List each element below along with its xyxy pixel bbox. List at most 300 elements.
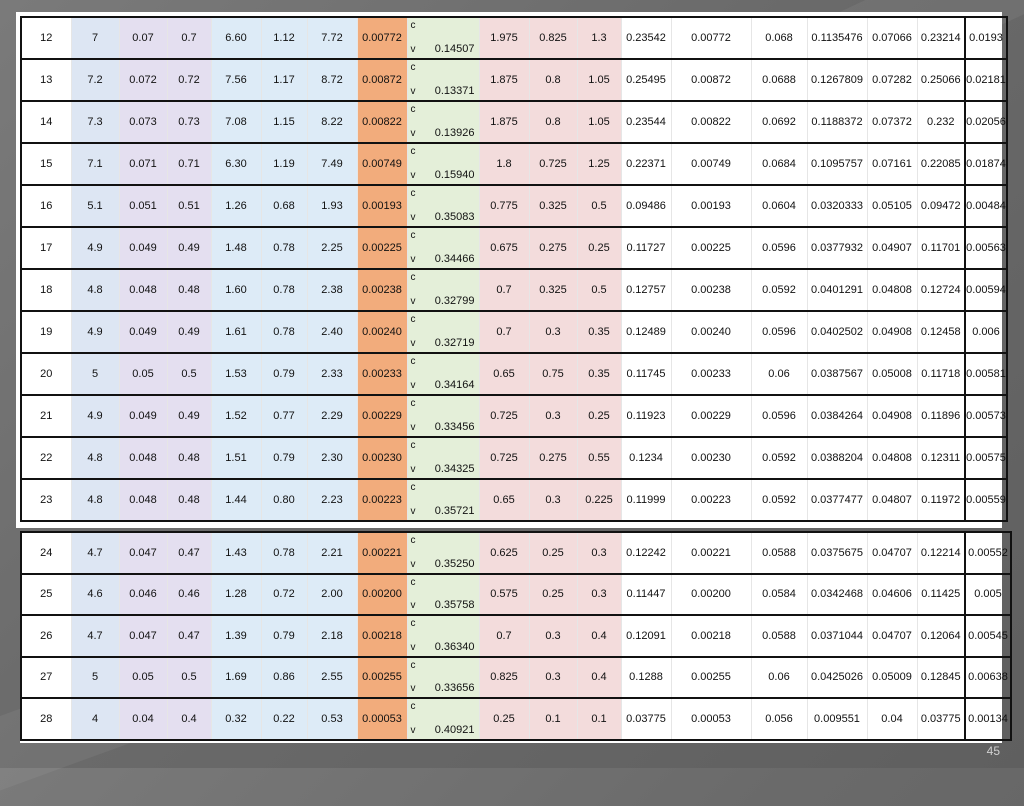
cv-value: 0.35721 <box>434 505 475 517</box>
table-cell <box>407 353 479 395</box>
table-cell: 0.79 <box>261 615 307 657</box>
cv-value: 0.34466 <box>434 253 475 265</box>
row-index-cell: 19 <box>21 311 71 353</box>
table-cell: 0.048 <box>119 479 167 521</box>
table-cell: 0.0388204 <box>807 437 867 479</box>
table-cell: 0.02181 <box>965 59 1007 101</box>
table-cell: 0.12311 <box>917 437 965 479</box>
row-index-cell: 22 <box>21 437 71 479</box>
table-row <box>21 657 1011 699</box>
table-cell: 0.825 <box>479 657 529 699</box>
table-cell: 6.30 <box>211 143 261 185</box>
cv-value: 0.33456 <box>434 421 475 433</box>
data-table-bottom <box>20 531 1012 741</box>
table-cell: 2.21 <box>307 532 357 574</box>
table-cell: 0.00230 <box>357 437 407 479</box>
table-cell: 0.04908 <box>867 395 917 437</box>
table-cell: 1.93 <box>307 185 357 227</box>
table-cell: 0.00749 <box>671 143 751 185</box>
table-cell: 1.05 <box>577 59 621 101</box>
table-cell: 0.00563 <box>965 227 1007 269</box>
table-cell: 0.49 <box>167 395 211 437</box>
table-row <box>21 101 1007 143</box>
table-cell: 2.30 <box>307 437 357 479</box>
cv-label-v: v <box>410 296 416 307</box>
table-cell: 0.1188372 <box>807 101 867 143</box>
table-cell: 0.12064 <box>917 615 965 657</box>
table-cell: 5 <box>71 657 119 699</box>
table-cell: 0.046 <box>119 574 167 616</box>
table-cell: 0.0193 <box>965 17 1007 59</box>
table-cell: 8.22 <box>307 101 357 143</box>
table-cell: 0.1 <box>577 698 621 740</box>
table-cell: 0.00238 <box>671 269 751 311</box>
table-cell: 1.61 <box>211 311 261 353</box>
table-cell: 0.07 <box>119 17 167 59</box>
table-cell: 0.00772 <box>357 17 407 59</box>
table-cell: 5.1 <box>71 185 119 227</box>
table-cell: 0.4 <box>577 657 621 699</box>
table-cell: 0.78 <box>261 269 307 311</box>
table-cell: 0.232 <box>917 101 965 143</box>
table-cell: 0.0588 <box>751 615 807 657</box>
table-cell: 0.00240 <box>357 311 407 353</box>
cv-value: 0.15940 <box>434 169 475 181</box>
table-cell: 0.25 <box>577 227 621 269</box>
table-cell: 0.00238 <box>357 269 407 311</box>
table-cell: 0.00221 <box>671 532 751 574</box>
table-cell: 0.00559 <box>965 479 1007 521</box>
row-index-cell: 16 <box>21 185 71 227</box>
cv-value: 0.34325 <box>434 463 475 475</box>
table-cell: 0.22085 <box>917 143 965 185</box>
table-cell: 0.00134 <box>965 698 1011 740</box>
table-row <box>21 17 1007 59</box>
table-cell: 0.11425 <box>917 574 965 616</box>
table-cell: 2.38 <box>307 269 357 311</box>
table-cell: 0.04 <box>867 698 917 740</box>
table-cell: 0.25 <box>479 698 529 740</box>
table-cell: 6.60 <box>211 17 261 59</box>
table-cell: 7.08 <box>211 101 261 143</box>
table-cell: 1.48 <box>211 227 261 269</box>
table-cell: 0.04908 <box>867 311 917 353</box>
table-cell: 0.775 <box>479 185 529 227</box>
table-cell: 0.625 <box>479 532 529 574</box>
table-cell: 0.23214 <box>917 17 965 59</box>
row-index-cell: 21 <box>21 395 71 437</box>
table-cell: 0.12489 <box>621 311 671 353</box>
cv-value: 0.40921 <box>434 723 475 736</box>
table-cell: 5 <box>71 353 119 395</box>
table-cell: 0.0371044 <box>807 615 867 657</box>
table-cell: 0.72 <box>261 574 307 616</box>
cv-label-v: v <box>410 641 416 653</box>
table-cell: 1.15 <box>261 101 307 143</box>
table-cell: 4.7 <box>71 532 119 574</box>
table-cell: 0.00772 <box>671 17 751 59</box>
table-cell: 0.0592 <box>751 269 807 311</box>
table-cell: 0.0596 <box>751 227 807 269</box>
table-cell: 0.01874 <box>965 143 1007 185</box>
table-cell: 0.73 <box>167 101 211 143</box>
table-cell: 0.8 <box>529 59 577 101</box>
table-cell: 0.25 <box>529 574 577 616</box>
cv-label-c: c <box>410 314 416 325</box>
table-cell: 1.25 <box>577 143 621 185</box>
table-cell: 0.05 <box>119 657 167 699</box>
cv-label-c: c <box>410 230 416 241</box>
table-cell: 0.51 <box>167 185 211 227</box>
table-row <box>21 532 1011 574</box>
table-cell: 0.073 <box>119 101 167 143</box>
table-cell: 0.0592 <box>751 479 807 521</box>
table-cell: 0.77 <box>261 395 307 437</box>
cv-label-c: c <box>410 62 416 73</box>
table-row <box>21 615 1011 657</box>
table-cell: 1.28 <box>211 574 261 616</box>
table-cell: 0.04707 <box>867 532 917 574</box>
table-cell: 0.53 <box>307 698 357 740</box>
table-cell: 0.22 <box>261 698 307 740</box>
table-cell: 0.1234 <box>621 437 671 479</box>
table-cell: 0.049 <box>119 227 167 269</box>
row-index-cell: 12 <box>21 17 71 59</box>
table-row <box>21 479 1007 521</box>
table-cell: 2.18 <box>307 615 357 657</box>
cv-label-v: v <box>410 44 416 55</box>
table-cell: 0.0588 <box>751 532 807 574</box>
slide-number: 45 <box>986 744 1000 758</box>
table-cell: 0.056 <box>751 698 807 740</box>
table-panel-bottom <box>20 531 1008 743</box>
table-cell: 1.69 <box>211 657 261 699</box>
table-row <box>21 437 1007 479</box>
cv-label-v: v <box>410 86 416 97</box>
table-cell: 4.6 <box>71 574 119 616</box>
cv-label-c: c <box>410 440 416 451</box>
table-cell: 0.5 <box>577 185 621 227</box>
table-cell: 4.8 <box>71 437 119 479</box>
table-cell: 0.006 <box>965 311 1007 353</box>
table-row <box>21 269 1007 311</box>
row-index-cell: 15 <box>21 143 71 185</box>
row-index-cell: 25 <box>21 574 71 616</box>
table-cell: 0.46 <box>167 574 211 616</box>
table-cell: 2.29 <box>307 395 357 437</box>
table-cell: 0.00200 <box>671 574 751 616</box>
table-row <box>21 698 1011 740</box>
table-row <box>21 143 1007 185</box>
table-cell: 0.48 <box>167 479 211 521</box>
table-cell: 0.3 <box>577 574 621 616</box>
table-cell: 0.0584 <box>751 574 807 616</box>
table-cell <box>407 657 479 699</box>
table-cell <box>407 698 479 740</box>
table-cell: 0.825 <box>529 17 577 59</box>
table-cell: 0.00223 <box>671 479 751 521</box>
cv-label-v: v <box>410 212 416 223</box>
row-index-cell: 27 <box>21 657 71 699</box>
table-row <box>21 227 1007 269</box>
row-index-cell: 28 <box>21 698 71 740</box>
table-cell: 0.65 <box>479 353 529 395</box>
cv-value: 0.32719 <box>434 337 475 349</box>
table-cell: 4.8 <box>71 479 119 521</box>
table-cell: 1.3 <box>577 17 621 59</box>
table-cell: 0.49 <box>167 227 211 269</box>
table-cell <box>407 185 479 227</box>
table-cell: 0.725 <box>479 437 529 479</box>
cv-value: 0.34164 <box>434 379 475 391</box>
table-cell: 0.068 <box>751 17 807 59</box>
table-cell: 0.3 <box>529 615 577 657</box>
table-cell <box>407 395 479 437</box>
table-cell: 0.1135476 <box>807 17 867 59</box>
table-cell: 0.0596 <box>751 395 807 437</box>
table-cell: 1.52 <box>211 395 261 437</box>
table-row <box>21 395 1007 437</box>
cv-label-c: c <box>410 535 416 546</box>
cv-label-c: c <box>410 146 416 157</box>
table-cell: 0.0684 <box>751 143 807 185</box>
table-cell: 0.12458 <box>917 311 965 353</box>
table-cell: 0.7 <box>479 311 529 353</box>
table-cell: 2.25 <box>307 227 357 269</box>
table-cell: 0.11718 <box>917 353 965 395</box>
table-cell: 1.53 <box>211 353 261 395</box>
table-cell: 1.19 <box>261 143 307 185</box>
table-cell: 0.0596 <box>751 311 807 353</box>
cv-label-c: c <box>410 188 416 199</box>
cv-label-c: c <box>410 482 416 493</box>
table-cell: 0.00552 <box>965 532 1011 574</box>
table-cell: 4 <box>71 698 119 740</box>
table-cell: 0.0320333 <box>807 185 867 227</box>
table-cell: 0.0592 <box>751 437 807 479</box>
table-cell: 4.8 <box>71 269 119 311</box>
cv-label-c: c <box>410 618 416 629</box>
table-cell: 0.11745 <box>621 353 671 395</box>
table-cell: 0.23542 <box>621 17 671 59</box>
table-cell: 0.00484 <box>965 185 1007 227</box>
cv-value: 0.13371 <box>434 85 475 97</box>
table-cell: 7.1 <box>71 143 119 185</box>
table-cell: 0.00872 <box>357 59 407 101</box>
table-cell: 0.072 <box>119 59 167 101</box>
table-cell: 0.05008 <box>867 353 917 395</box>
cv-label-v: v <box>410 170 416 181</box>
table-cell: 0.00225 <box>671 227 751 269</box>
table-cell: 0.009551 <box>807 698 867 740</box>
cv-label-v: v <box>410 464 416 475</box>
row-index-cell: 24 <box>21 532 71 574</box>
table-cell: 0.00221 <box>357 532 407 574</box>
table-cell: 0.3 <box>529 311 577 353</box>
table-cell: 2.23 <box>307 479 357 521</box>
table-cell <box>407 17 479 59</box>
cv-label-v: v <box>410 254 416 265</box>
table-cell: 2.40 <box>307 311 357 353</box>
table-cell: 0.80 <box>261 479 307 521</box>
table-cell: 0.048 <box>119 269 167 311</box>
table-cell: 0.72 <box>167 59 211 101</box>
cv-label-c: c <box>410 356 416 367</box>
table-cell: 0.047 <box>119 615 167 657</box>
table-cell: 0.11972 <box>917 479 965 521</box>
row-index-cell: 23 <box>21 479 71 521</box>
table-cell <box>407 532 479 574</box>
table-cell: 0.25066 <box>917 59 965 101</box>
table-cell: 0.0375675 <box>807 532 867 574</box>
table-cell: 0.22371 <box>621 143 671 185</box>
table-cell: 0.23544 <box>621 101 671 143</box>
table-cell: 0.79 <box>261 353 307 395</box>
table-cell: 7.49 <box>307 143 357 185</box>
table-cell: 0.071 <box>119 143 167 185</box>
table-cell: 0.00749 <box>357 143 407 185</box>
cv-label-c: c <box>410 20 416 31</box>
table-cell: 7.56 <box>211 59 261 101</box>
table-cell: 0.02056 <box>965 101 1007 143</box>
table-cell: 0.00053 <box>671 698 751 740</box>
table-cell: 0.0342468 <box>807 574 867 616</box>
table-panel-top <box>16 12 1006 528</box>
table-cell: 0.75 <box>529 353 577 395</box>
table-cell: 0.49 <box>167 311 211 353</box>
table-cell: 0.03775 <box>917 698 965 740</box>
table-cell: 0.78 <box>261 227 307 269</box>
table-cell: 0.55 <box>577 437 621 479</box>
table-cell: 0.00233 <box>357 353 407 395</box>
table-cell: 0.12845 <box>917 657 965 699</box>
table-cell: 0.11701 <box>917 227 965 269</box>
table-cell <box>407 101 479 143</box>
table-cell: 1.875 <box>479 59 529 101</box>
table-cell: 0.0377477 <box>807 479 867 521</box>
row-index-cell: 17 <box>21 227 71 269</box>
table-cell: 0.32 <box>211 698 261 740</box>
table-cell: 0.00223 <box>357 479 407 521</box>
table-cell: 4.9 <box>71 395 119 437</box>
table-cell: 0.78 <box>261 311 307 353</box>
table-cell: 0.05105 <box>867 185 917 227</box>
cv-value: 0.33656 <box>434 682 475 694</box>
cv-value: 0.35083 <box>434 211 475 223</box>
table-cell: 0.3 <box>577 532 621 574</box>
row-index-cell: 13 <box>21 59 71 101</box>
table-cell: 1.975 <box>479 17 529 59</box>
table-cell: 4.9 <box>71 227 119 269</box>
cv-label-v: v <box>410 338 416 349</box>
table-cell: 0.00545 <box>965 615 1011 657</box>
table-cell: 0.35 <box>577 353 621 395</box>
cv-label-v: v <box>410 506 416 517</box>
table-cell: 0.25 <box>577 395 621 437</box>
table-cell: 0.1 <box>529 698 577 740</box>
cv-label-c: c <box>410 272 416 283</box>
table-cell: 0.0401291 <box>807 269 867 311</box>
table-cell: 2.33 <box>307 353 357 395</box>
table-cell: 4.7 <box>71 615 119 657</box>
table-cell: 0.00573 <box>965 395 1007 437</box>
table-cell: 0.3 <box>529 657 577 699</box>
table-cell: 0.675 <box>479 227 529 269</box>
table-cell: 0.00638 <box>965 657 1011 699</box>
table-cell: 0.049 <box>119 311 167 353</box>
table-cell: 0.04808 <box>867 437 917 479</box>
table-cell: 0.07372 <box>867 101 917 143</box>
table-cell: 0.00230 <box>671 437 751 479</box>
table-cell: 1.39 <box>211 615 261 657</box>
cv-label-v: v <box>410 683 416 694</box>
table-cell: 0.78 <box>261 532 307 574</box>
table-cell <box>407 437 479 479</box>
table-cell: 1.43 <box>211 532 261 574</box>
table-cell: 1.26 <box>211 185 261 227</box>
table-cell: 0.1095757 <box>807 143 867 185</box>
table-cell: 0.0688 <box>751 59 807 101</box>
table-cell: 0.00193 <box>357 185 407 227</box>
cv-label-c: c <box>410 701 416 712</box>
table-cell: 1.60 <box>211 269 261 311</box>
table-cell: 0.07282 <box>867 59 917 101</box>
table-cell: 0.04807 <box>867 479 917 521</box>
table-cell: 1.51 <box>211 437 261 479</box>
cv-value: 0.32799 <box>434 295 475 307</box>
cv-value: 0.36340 <box>434 640 475 653</box>
table-cell: 7 <box>71 17 119 59</box>
table-cell: 0.0425026 <box>807 657 867 699</box>
cv-label-c: c <box>410 104 416 115</box>
table-cell <box>407 311 479 353</box>
table-cell <box>407 227 479 269</box>
table-cell: 7.2 <box>71 59 119 101</box>
table-cell: 1.8 <box>479 143 529 185</box>
table-cell: 0.1267809 <box>807 59 867 101</box>
table-cell: 0.35 <box>577 311 621 353</box>
table-cell: 0.0402502 <box>807 311 867 353</box>
table-cell: 0.03775 <box>621 698 671 740</box>
table-cell: 0.3 <box>529 395 577 437</box>
cv-label-v: v <box>410 600 416 611</box>
table-cell: 0.7 <box>167 17 211 59</box>
table-cell: 0.47 <box>167 532 211 574</box>
table-cell: 8.72 <box>307 59 357 101</box>
table-cell: 0.11896 <box>917 395 965 437</box>
table-cell: 0.0384264 <box>807 395 867 437</box>
table-cell: 0.5 <box>167 657 211 699</box>
table-cell: 1.17 <box>261 59 307 101</box>
table-cell: 0.225 <box>577 479 621 521</box>
table-cell: 0.7 <box>479 615 529 657</box>
table-cell: 0.07066 <box>867 17 917 59</box>
cv-value: 0.14507 <box>434 43 475 55</box>
cv-label-c: c <box>410 576 416 588</box>
table-cell: 0.575 <box>479 574 529 616</box>
table-cell: 0.00053 <box>357 698 407 740</box>
table-cell: 0.00872 <box>671 59 751 101</box>
table-cell: 0.79 <box>261 437 307 479</box>
table-cell <box>407 574 479 616</box>
cv-value: 0.13926 <box>434 127 475 139</box>
table-cell: 0.68 <box>261 185 307 227</box>
table-cell: 2.00 <box>307 574 357 616</box>
table-cell: 0.1288 <box>621 657 671 699</box>
table-cell: 0.11447 <box>621 574 671 616</box>
table-cell: 0.00229 <box>671 395 751 437</box>
cv-label-v: v <box>410 128 416 139</box>
